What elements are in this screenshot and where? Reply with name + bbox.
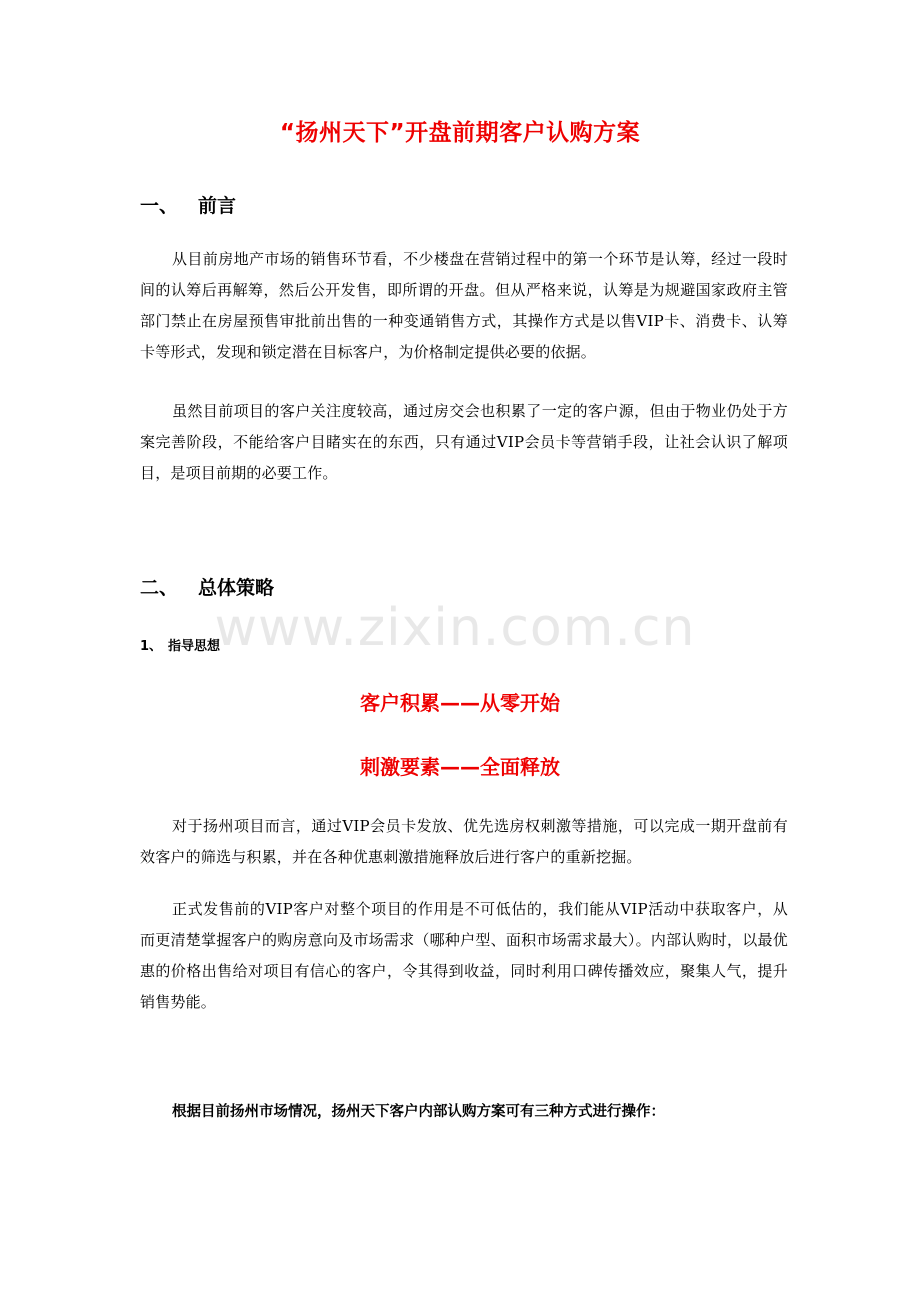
- section-1-paragraph-1: 从目前房地产市场的销售环节看，不少楼盘在营销过程中的第一个环节是认筹，经过一段时间的认筹后再解筹，然后公开发售，即所谓的开盘。但从严格来说，认筹是为规避国家政府主管部门禁止在房屋预售审批前出售的一种变通销售方式，其操作方式是以售VIP卡、消费卡、认筹卡等形式，发现和锁定潜在目标客户，为价格制定提供必要的依据。: [140, 250, 788, 361]
- document-title: “扬州天下”开盘前期客户认购方案: [279, 120, 641, 146]
- section-2-number: 二、: [140, 577, 179, 599]
- slogan-2: 刺激要素——全面释放: [360, 755, 560, 779]
- subsection-1-number: 1、: [140, 639, 163, 654]
- closing-statement: 根据目前扬州市场情况，扬州天下客户内部认购方案可有三种方式进行操作：: [172, 1104, 665, 1120]
- section-1-paragraph-2: 虽然目前项目的客户关注度较高，通过房交会也积累了一定的客户源，但由于物业仍处于方案完善阶段，不能给客户目睹实在的东西，只有通过VIP会员卡等营销手段，让社会认识了解项目，是项目前期的必要工作。: [140, 402, 788, 482]
- subsection-1-paragraph-2: 正式发售前的VIP客户对整个项目的作用是不可低估的，我们能从VIP活动中获取客户，从而更清楚掌握客户的购房意向及市场需求（哪种户型、面积市场需求最大）。内部认购时，以最优惠的价格出售给对项目有信心的客户，令其得到收益，同时利用口碑传播效应，聚集人气，提升销售势能。: [140, 900, 788, 1011]
- section-1-number: 一、: [140, 195, 179, 217]
- subsection-1-paragraph-1: 对于扬州项目而言，通过VIP会员卡发放、优先选房权刺激等措施，可以完成一期开盘前有效客户的筛选与积累，并在各种优惠刺激措施释放后进行客户的重新挖掘。: [140, 817, 788, 866]
- section-2-heading: [140, 573, 274, 600]
- section-1-title: 前言: [198, 195, 237, 217]
- subsection-1-title: 指导思想: [168, 639, 221, 654]
- watermark: www.zixin.com.cn: [214, 598, 696, 658]
- slogan-1: 客户积累——从零开始: [360, 691, 560, 715]
- subsection-1-heading: [140, 635, 220, 654]
- section-2-title: 总体策略: [198, 577, 275, 599]
- section-1-heading: [140, 191, 236, 218]
